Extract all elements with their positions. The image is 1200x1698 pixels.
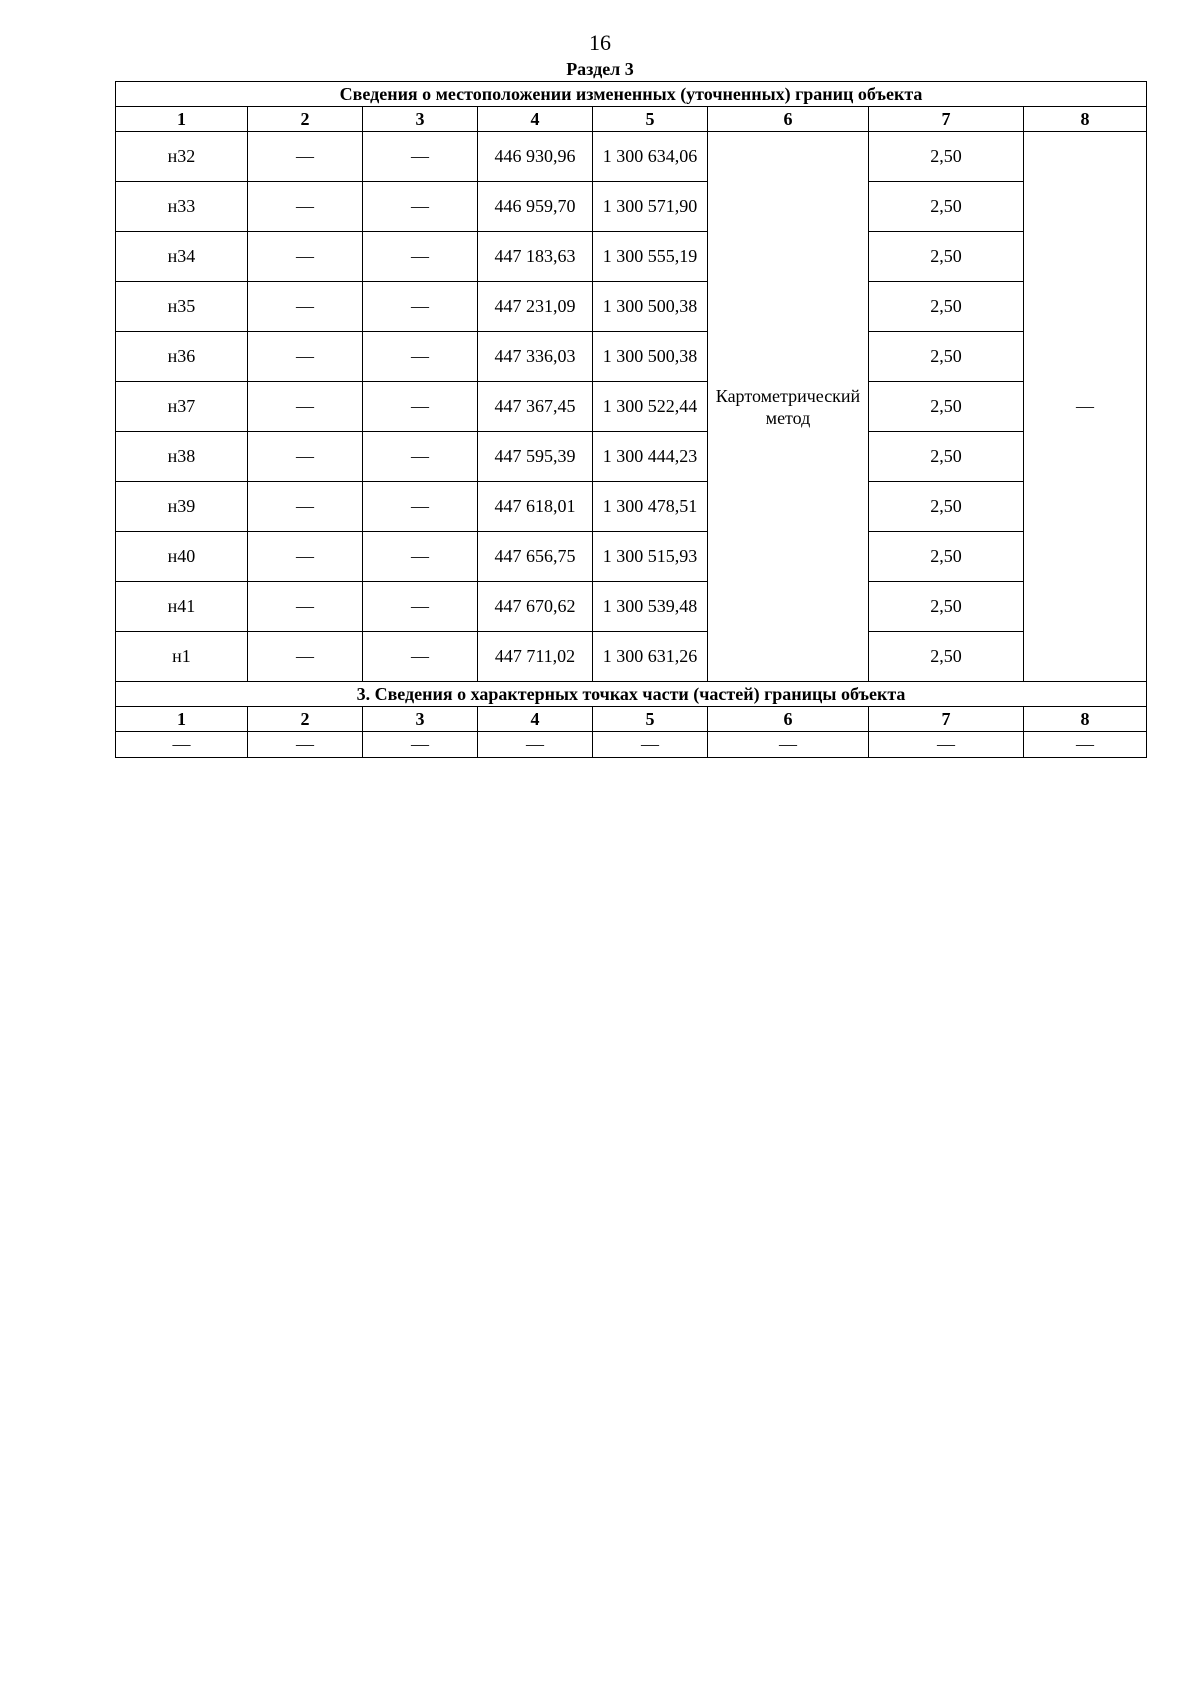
table2-column-header: 8 [1024,707,1147,732]
table-row [116,232,1147,282]
col2-cell: — [248,232,363,282]
method-cell: Картометрический метод [708,132,869,682]
x-coordinate-cell: 447 711,02 [478,632,593,682]
col2-cell: — [248,132,363,182]
table1-column-header: 2 [248,107,363,132]
table-row [116,132,1147,182]
point-id-cell: н37 [116,382,248,432]
table2-column-header: 1 [116,707,248,732]
table2-title: 3. Сведения о характерных точках части (частей) границы объекта [116,682,1147,707]
accuracy-cell: 2,50 [869,282,1024,332]
point-id-cell: н34 [116,232,248,282]
table1-column-header: 4 [478,107,593,132]
table-row [116,382,1147,432]
empty-dash-cell: — [593,732,708,758]
table2-column-numbers [116,707,1147,732]
col3-cell: — [363,532,478,582]
table2-column-header: 3 [363,707,478,732]
accuracy-cell: 2,50 [869,582,1024,632]
accuracy-cell: 2,50 [869,432,1024,482]
col3-cell: — [363,432,478,482]
table1-column-header: 5 [593,107,708,132]
table2-column-header: 7 [869,707,1024,732]
table2-column-header: 4 [478,707,593,732]
x-coordinate-cell: 447 670,62 [478,582,593,632]
x-coordinate-cell: 447 618,01 [478,482,593,532]
empty-dash-cell: — [708,732,869,758]
accuracy-cell: 2,50 [869,482,1024,532]
col3-cell: — [363,282,478,332]
table-row [116,432,1147,482]
table-row [116,582,1147,632]
y-coordinate-cell: 1 300 500,38 [593,282,708,332]
x-coordinate-cell: 447 231,09 [478,282,593,332]
y-coordinate-cell: 1 300 634,06 [593,132,708,182]
col2-cell: — [248,482,363,532]
col2-cell: — [248,632,363,682]
empty-dash-cell: — [248,732,363,758]
y-coordinate-cell: 1 300 571,90 [593,182,708,232]
y-coordinate-cell: 1 300 539,48 [593,582,708,632]
x-coordinate-cell: 447 367,45 [478,382,593,432]
table-row [116,732,1147,758]
table2-column-header: 6 [708,707,869,732]
table-row [116,182,1147,232]
col3-cell: — [363,182,478,232]
table2-column-header: 5 [593,707,708,732]
col2-cell: — [248,432,363,482]
empty-dash-cell: — [363,732,478,758]
accuracy-cell: 2,50 [869,332,1024,382]
table-row [116,282,1147,332]
col3-cell: — [363,482,478,532]
point-id-cell: н36 [116,332,248,382]
accuracy-cell: 2,50 [869,382,1024,432]
col3-cell: — [363,132,478,182]
col3-cell: — [363,232,478,282]
table2-column-header: 2 [248,707,363,732]
col3-cell: — [363,332,478,382]
y-coordinate-cell: 1 300 555,19 [593,232,708,282]
point-id-cell: н33 [116,182,248,232]
accuracy-cell: 2,50 [869,182,1024,232]
table-row [116,332,1147,382]
point-id-cell: н41 [116,582,248,632]
table1-title: Сведения о местоположении измененных (уточненных) границ объекта [116,82,1147,107]
table1-column-header: 3 [363,107,478,132]
page-number: 16 [589,30,611,55]
empty-dash-cell: — [869,732,1024,758]
table1-column-header: 7 [869,107,1024,132]
y-coordinate-cell: 1 300 631,26 [593,632,708,682]
col3-cell: — [363,382,478,432]
y-coordinate-cell: 1 300 522,44 [593,382,708,432]
col3-cell: — [363,582,478,632]
col2-cell: — [248,282,363,332]
accuracy-cell: 2,50 [869,132,1024,182]
y-coordinate-cell: 1 300 500,38 [593,332,708,382]
accuracy-cell: 2,50 [869,232,1024,282]
y-coordinate-cell: 1 300 478,51 [593,482,708,532]
point-id-cell: н38 [116,432,248,482]
boundary-table [115,81,1147,758]
col3-cell: — [363,632,478,682]
table-row [116,632,1147,682]
col2-cell: — [248,382,363,432]
table1-column-header: 1 [116,107,248,132]
point-id-cell: н39 [116,482,248,532]
point-id-cell: н40 [116,532,248,582]
table1-column-header: 6 [708,107,869,132]
col2-cell: — [248,332,363,382]
empty-dash-cell: — [116,732,248,758]
y-coordinate-cell: 1 300 444,23 [593,432,708,482]
accuracy-cell: 2,50 [869,532,1024,582]
empty-dash-cell: — [1024,732,1147,758]
x-coordinate-cell: 447 336,03 [478,332,593,382]
col2-cell: — [248,582,363,632]
point-id-cell: н1 [116,632,248,682]
table-row [116,482,1147,532]
x-coordinate-cell: 447 656,75 [478,532,593,582]
accuracy-cell: 2,50 [869,632,1024,682]
x-coordinate-cell: 446 959,70 [478,182,593,232]
x-coordinate-cell: 446 930,96 [478,132,593,182]
x-coordinate-cell: 447 183,63 [478,232,593,282]
y-coordinate-cell: 1 300 515,93 [593,532,708,582]
col2-cell: — [248,182,363,232]
table1-column-numbers [116,107,1147,132]
empty-dash-cell: — [478,732,593,758]
section-title: Раздел 3 [566,59,634,79]
point-id-cell: н32 [116,132,248,182]
col8-cell: — [1024,132,1147,682]
point-id-cell: н35 [116,282,248,332]
table1-column-header: 8 [1024,107,1147,132]
table-row [116,532,1147,582]
x-coordinate-cell: 447 595,39 [478,432,593,482]
col2-cell: — [248,532,363,582]
